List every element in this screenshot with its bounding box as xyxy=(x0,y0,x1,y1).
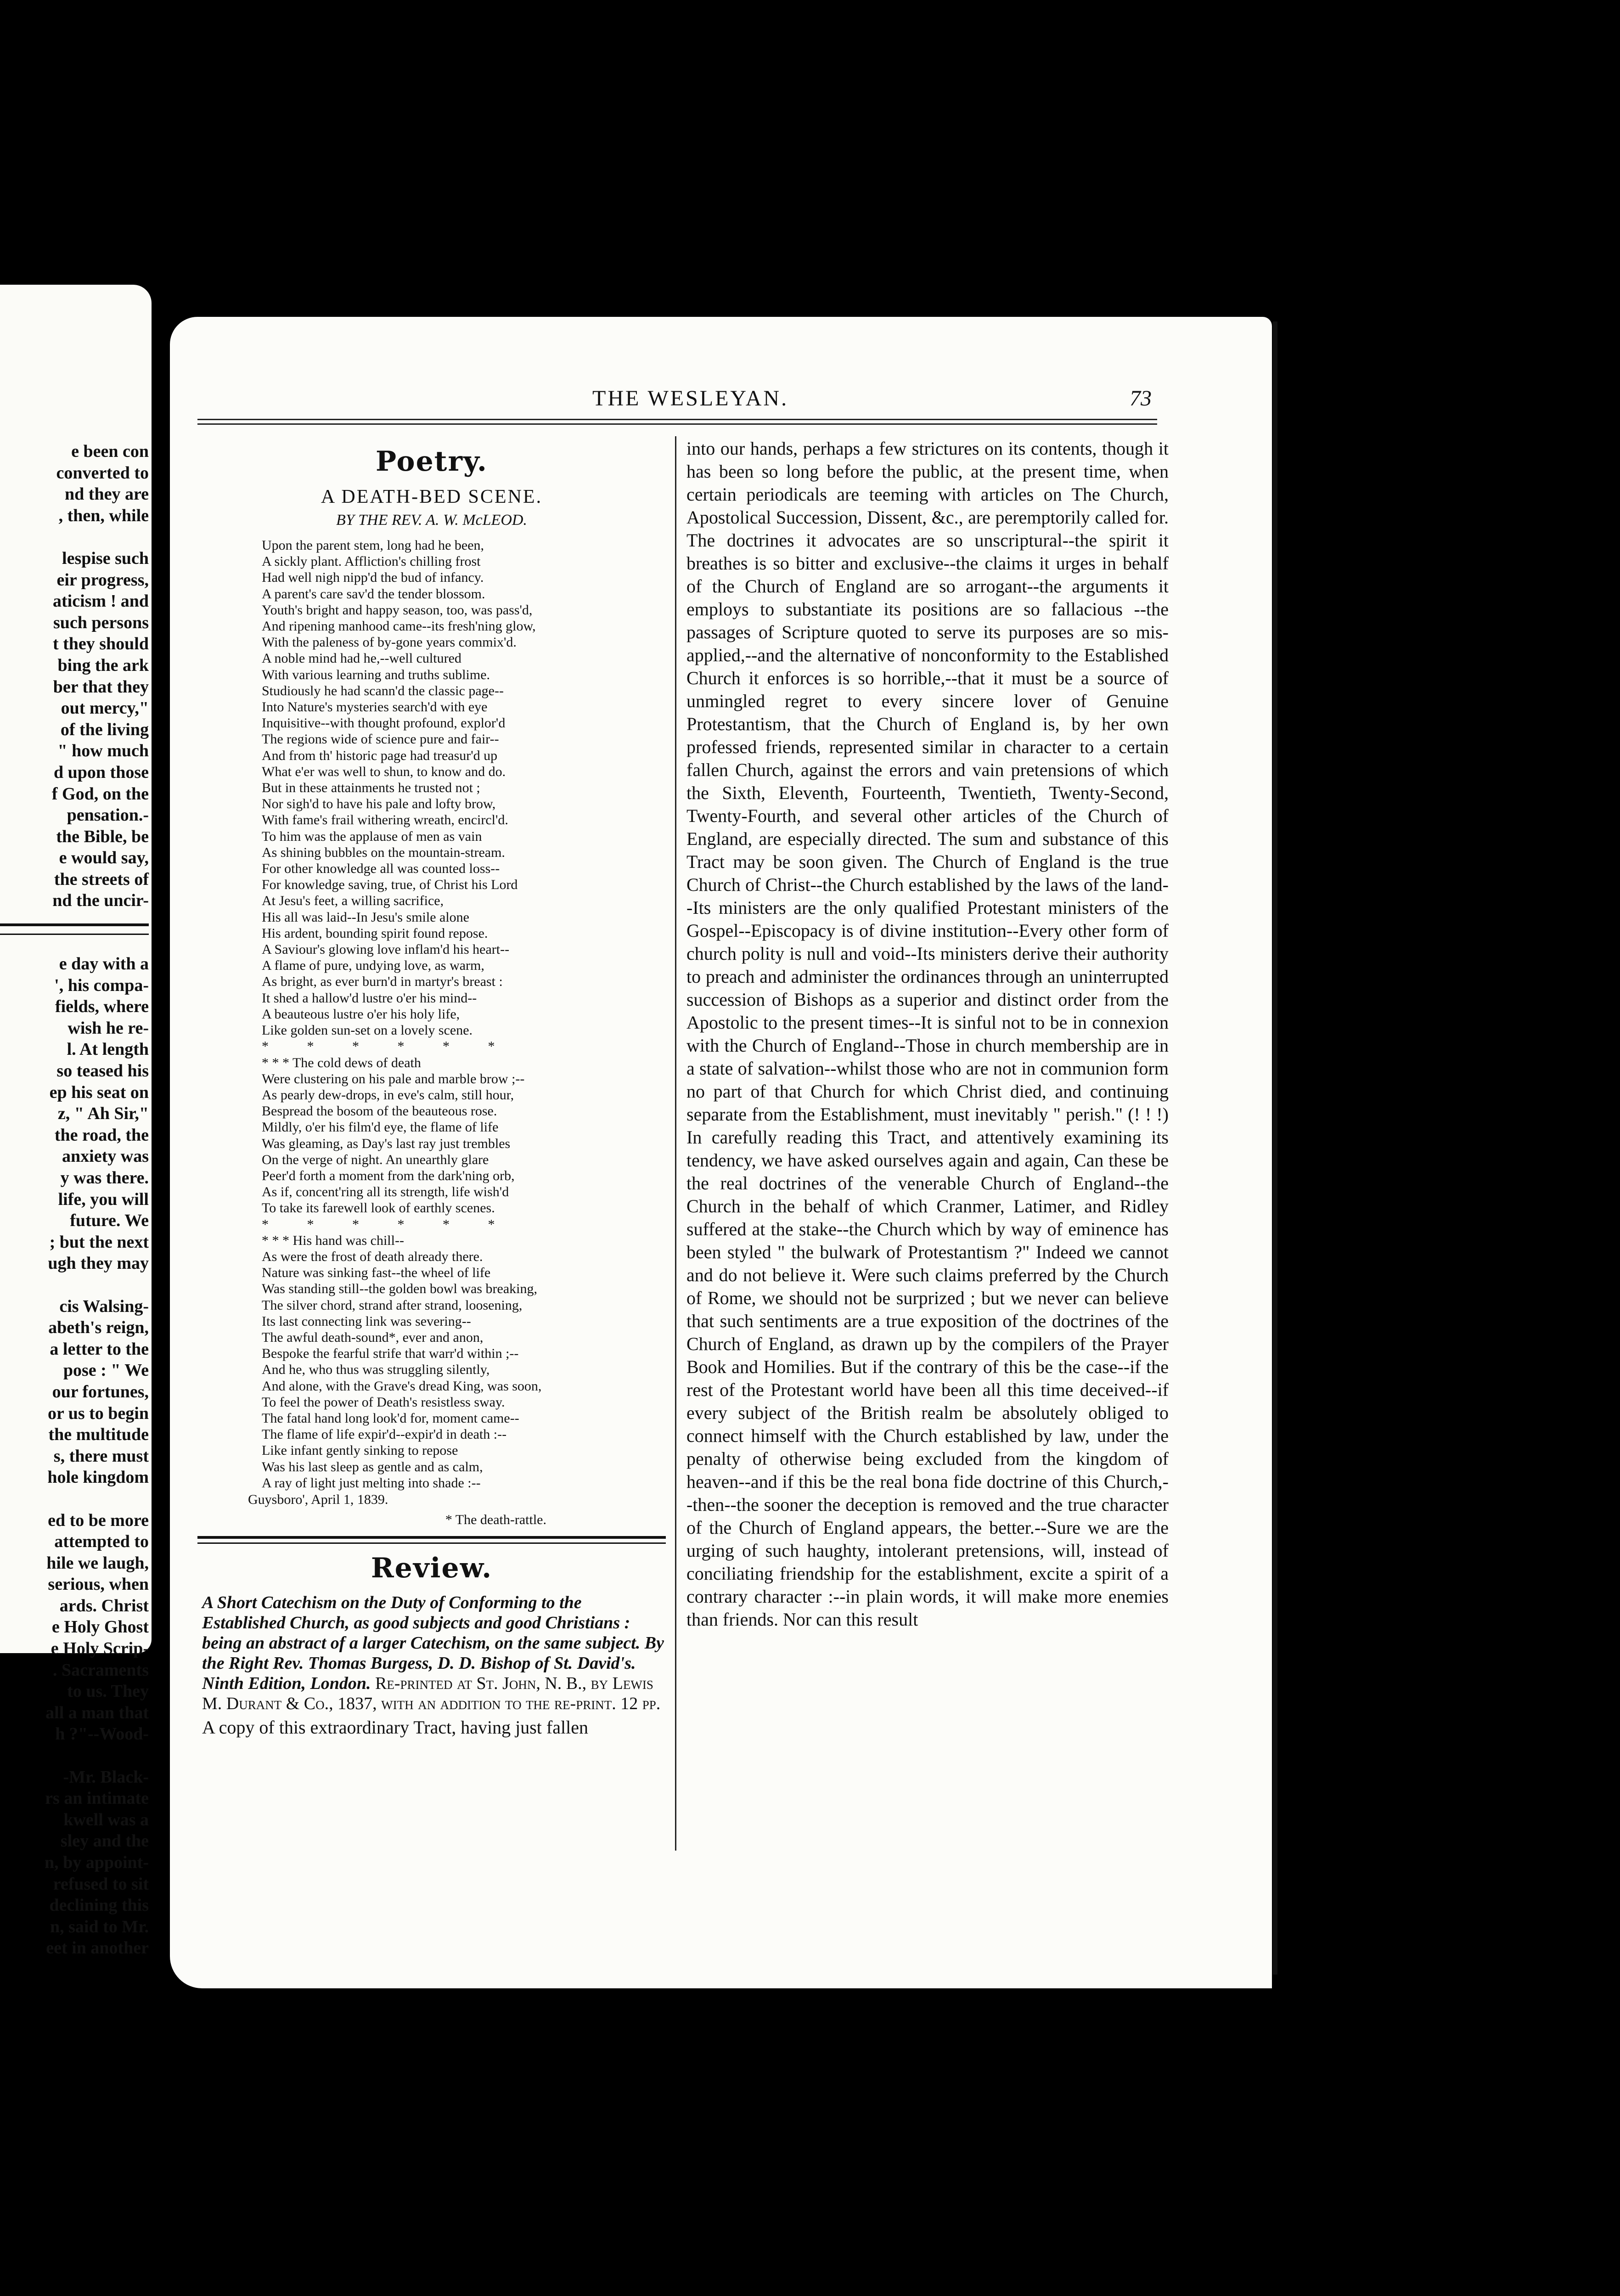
poem-line: The fatal hand long look'd for, moment came-- xyxy=(262,1410,519,1426)
fragment-line: the road, the xyxy=(54,1125,149,1145)
fragment-line: or us to begin xyxy=(48,1403,149,1423)
poem-line: A beauteous lustre o'er his holy life, xyxy=(262,1006,460,1022)
poem-line: As were the frost of death already there. xyxy=(262,1249,483,1264)
page-header xyxy=(170,386,1272,413)
review-citation-imprint: Re-printed at St. John, N. B., by Lewis M. Durant & Co., 1837, with an addition to the re-print. 12 pp. xyxy=(202,1673,661,1713)
fragment-line: n, said to Mr. xyxy=(50,1917,149,1936)
fragment-line: bing the ark xyxy=(57,655,149,675)
poem-line: Its last connecting link was severing-- xyxy=(262,1313,471,1329)
fragment-line: abeth's reign, xyxy=(48,1318,149,1338)
poem-line: Youth's bright and happy season, too, was pass'd, xyxy=(262,602,533,618)
poem-line: As pearly dew-drops, in eve's calm, still hour, xyxy=(262,1087,514,1103)
page-number: 73 xyxy=(1130,386,1152,411)
fragment-line: all a man that xyxy=(45,1703,149,1722)
fragment-line: nd they are xyxy=(65,484,149,504)
poem-line: Had well nigh nipp'd the bud of infancy. xyxy=(262,570,484,585)
fragment-line: e Holy Ghost xyxy=(51,1617,149,1637)
fragment-line: eir progress, xyxy=(56,570,149,590)
poem-line: With the paleness of by-gone years commix'd. xyxy=(262,635,517,650)
fragment-line: aticism ! and xyxy=(53,591,149,611)
fragment-line: ep his seat on xyxy=(49,1082,149,1102)
poem-line: Into Nature's mysteries search'd with eye xyxy=(262,699,488,715)
fragment-line: so teased his xyxy=(56,1061,149,1081)
fragment-line: . Sacraments xyxy=(53,1660,149,1680)
poem-line: * * * His hand was chill-- xyxy=(262,1232,404,1248)
fragment-line: anxiety was xyxy=(62,1147,149,1166)
poem-line: To take its farewell look of earthly scenes. xyxy=(262,1200,495,1216)
fragment-line: kwell was a xyxy=(63,1810,149,1829)
column-divider xyxy=(675,436,676,1851)
poem-line: A sickly plant. Affliction's chilling frost xyxy=(262,554,481,569)
fragment-rule xyxy=(0,923,149,935)
poem-line: Bespoke the fearful strife that warr'd within ;-- xyxy=(262,1346,519,1362)
poem-dateline: Guysboro', April 1, 1839. xyxy=(248,1491,388,1507)
fragment-line: h ?"--Wood- xyxy=(55,1724,149,1744)
poem-line: Bespread the bosom of the beauteous rose. xyxy=(262,1103,497,1119)
poem-line: A flame of pure, undying love, as warm, xyxy=(262,958,484,974)
poem-line: * * * The cold dews of death xyxy=(262,1055,421,1070)
poem-line: The awful death-sound*, ever and anon, xyxy=(262,1329,484,1345)
adjacent-page-text xyxy=(0,441,149,1959)
fragment-line: out mercy," xyxy=(61,698,149,718)
fragment-line: wish he re- xyxy=(68,1018,149,1038)
left-column xyxy=(197,441,666,1739)
fragment-line: the multitude xyxy=(48,1425,149,1445)
page-title: THE WESLEYAN. xyxy=(592,386,789,411)
header-rule xyxy=(197,419,1157,420)
fragment-line: ed to be more xyxy=(48,1510,149,1530)
right-column xyxy=(686,437,1169,1631)
poem-line: What e'er was well to shun, to know and do. xyxy=(262,764,506,779)
poem-line: The flame of life expir'd--expir'd in death :-- xyxy=(262,1427,507,1442)
poem-line: For other knowledge all was counted loss-- xyxy=(262,861,500,877)
fragment-line: hole kingdom xyxy=(47,1468,149,1487)
fragment-line: future. We xyxy=(70,1211,149,1231)
poem-line: And he, who thus was struggling silently, xyxy=(262,1362,490,1378)
fragment-line: attempted to xyxy=(54,1532,149,1552)
poem-line: Was his last sleep as gentle and as calm, xyxy=(262,1459,483,1474)
poem-line: As shining bubbles on the mountain-stream. xyxy=(262,844,505,860)
poem-line: A Saviour's glowing love inflam'd his heart-- xyxy=(262,942,510,957)
fragment-line: n, by appoint- xyxy=(44,1853,149,1872)
adjacent-page-fragment xyxy=(0,285,152,1958)
poem-line: Was gleaming, as Day's last ray just trembles xyxy=(262,1136,511,1151)
poem-line: Peer'd forth a moment from the dark'ning orb, xyxy=(262,1168,515,1183)
fragment-line: l. At length xyxy=(67,1040,149,1059)
poetry-heading: Poetry. xyxy=(376,445,488,478)
fragment-line: " how much xyxy=(57,741,149,761)
fragment-line: pose : " We xyxy=(63,1361,149,1380)
review-heading: Review. xyxy=(371,1552,493,1584)
fragment-line: to us. They xyxy=(67,1682,149,1701)
poem-line: For knowledge saving, true, of Christ his Lord xyxy=(262,877,518,893)
fragment-line: eet in another xyxy=(46,1938,149,1958)
fragment-line: t they should xyxy=(52,634,149,654)
fragment-line: declining this xyxy=(49,1896,149,1915)
fragment-line: nd the uncir- xyxy=(52,891,149,911)
poem-line: And alone, with the Grave's dread King, was soon, xyxy=(262,1378,542,1394)
fragment-line xyxy=(0,526,149,548)
poem-line: Was standing still--the golden bowl was breaking, xyxy=(262,1281,537,1297)
fragment-line: the streets of xyxy=(54,869,149,889)
fragment-line: ', his compa- xyxy=(54,975,149,995)
fragment-line: y was there. xyxy=(60,1168,149,1187)
fragment-line: d upon those xyxy=(54,762,149,782)
review-body-start: A copy of this extraordinary Tract, having just fallen xyxy=(202,1716,588,1738)
fragment-line: ugh they may xyxy=(48,1254,149,1273)
poem-body xyxy=(197,537,666,1491)
poem-line: It shed a hallow'd lustre o'er his mind-- xyxy=(262,990,477,1006)
fragment-line: lespise such xyxy=(62,548,149,568)
fragment-line: -Mr. Black- xyxy=(63,1767,149,1787)
poem-line: As bright, as ever burn'd in martyr's breast : xyxy=(262,974,503,990)
poem-line: Inquisitive--with thought profound, explor'd xyxy=(262,715,506,731)
fragment-line: ber that they xyxy=(53,677,149,697)
header-rule-thin xyxy=(197,423,1157,425)
poem-line: The silver chord, strand after strand, loosening, xyxy=(262,1297,523,1313)
fragment-line: e would say, xyxy=(59,848,149,868)
poem-line: As if, concent'ring all its strength, life wish'd xyxy=(262,1184,509,1200)
poem-line: With fame's frail withering wreath, encircl'd. xyxy=(262,812,508,828)
poem-line: And ripening manhood came--its fresh'ning glow, xyxy=(262,619,536,634)
fragment-line: cis Walsing- xyxy=(59,1296,149,1316)
poem-line: Upon the parent stem, long had he been, xyxy=(262,538,484,553)
fragment-line: such persons xyxy=(53,613,149,632)
fragment-line: of the living xyxy=(60,720,149,739)
fragment-line xyxy=(0,1488,149,1510)
fragment-line: our fortunes, xyxy=(52,1382,149,1401)
poem-line: His ardent, bounding spirit found repose. xyxy=(262,925,488,941)
fragment-line: z, " Ah Sir," xyxy=(57,1104,149,1124)
poem-footnote: * The death-rattle. xyxy=(445,1512,546,1527)
fragment-line: ards. Christ xyxy=(59,1596,149,1615)
fragment-line: fields, where xyxy=(55,997,149,1017)
poem-line: At Jesu's feet, a willing sacrifice, xyxy=(262,893,444,909)
fragment-line: hile we laugh, xyxy=(46,1553,149,1573)
fragment-line: converted to xyxy=(56,463,149,483)
poem-stars-2: * * * * * * xyxy=(262,1216,512,1232)
fragment-line: s, there must xyxy=(53,1446,149,1466)
review-citation-title: A Short Catechism on the Duty of Conforming to the Established Church, as good subjects and good Christians : being an abstract of a larger Catechism, on the same subject. By the Right Rev. Thomas Burgess, D. D. Bishop of St. David's. Ninth Edition, London. xyxy=(202,1593,664,1693)
fragment-line: pensation.- xyxy=(67,805,149,825)
fragment-line: , then, while xyxy=(58,506,149,525)
fragment-line: serious, when xyxy=(48,1575,149,1594)
poem-line: A ray of light just melting into shade :-- xyxy=(262,1475,481,1491)
poem-line: But in these attainments he trusted not ; xyxy=(262,780,480,796)
fragment-line: e day with a xyxy=(59,954,149,974)
poem-line: The regions wide of science pure and fair-- xyxy=(262,732,499,747)
fragment-line: refused to sit xyxy=(53,1874,149,1894)
fragment-line xyxy=(0,1745,149,1767)
fragment-line: e been con xyxy=(71,442,149,461)
fragment-line: sley and the xyxy=(60,1831,149,1851)
poem-line: Nor sigh'd to have his pale and lofty brow, xyxy=(262,796,496,812)
poem-title: A DEATH-BED SCENE. xyxy=(321,486,543,507)
poem-line: And from th' historic page had treasur'd up xyxy=(262,748,498,763)
poem-byline: BY THE REV. A. W. McLEOD. xyxy=(336,512,527,529)
fragment-line: the Bible, be xyxy=(56,827,149,846)
review-citation xyxy=(197,1593,666,1714)
poem-line: Mildly, o'er his film'd eye, the flame of life xyxy=(262,1120,499,1135)
poem-line: Were clustering on his pale and marble brow ;-- xyxy=(262,1071,525,1086)
poem-line: To feel the power of Death's resistless sway. xyxy=(262,1394,505,1410)
poem-line: A noble mind had he,--well cultured xyxy=(262,651,461,666)
review-body-continued: into our hands, perhaps a few strictures on its contents, though it has been so long before the public, at the present time, when certain periodicals are teeming with articles on The Church, Apostolical Succession, Dissent, &c., are peremptorily called for. The doctrines it advocates are so unscriptural--the spirit it breathes is so bitter and exclusive--the claims it urges in behalf of the Church of England are so arrogant--the arguments it employs to substantiate its positions are so fallacious --the passages of Scripture quoted to serve its purposes are so mis-applied,--and the alternative of nonconformity to the Established Church it enforces is so horrible,--that it must be a source of unmingled regret to every sincere lover of Genuine Protestantism, that the Church of England is, by her own professed friends, represented similar in character to a certain fallen Church, against the errors and vain pretensions of which the Sixth, Eleventh, Fourteenth, Twentieth, Twenty-Second, Twenty-Fourth, and several other articles of the Church of England, are especially directed. The sum and substance of this Tract may be soon given. The Church of England is the true Church of Christ--the Church established by the laws of the land--Its ministers are the only qualified Protestant ministers of the Gospel--Episcopacy is of divine institution--Every other form of church polity is null and void--Its ministers derive their authority to preach and administer the ordinances through an uninterrupted succession of Bishops as a superior and distinct order from the Apostolic to the present times--It is sinful not to be in connexion with the Church of England--Those in church membership are in a state of salvation--whilst those who are not in communion form no part of that Church for which Christ died, and continuing separate from the Establishment, must inevitably " perish." (! ! !) In carefully reading this Tract, and attentively examining its tendency, we have asked ourselves again and again, Can these be the real doctrines of the venerable Church of England--the Church in the behalf of which Cranmer, Latimer, and Ridley suffered at the stake--the Church which by way of eminence has been styled " the bulwark of Protestantism ?" Indeed we cannot and do not believe it. Were such claims preferred by the Church of Rome, we should not be surprized ; but we never can believe that such sentiments are a true exposition of the doctrines of the Church of England, as drawn up by the compilers of the Prayer Book and Homilies. But if the contrary of this be the case--if the rest of the Protestant world have been all this time deceived--if every subject of the British realm be absolutely obliged to connect himself with the Church established by law, under the penalty of otherwise being excluded from the kingdom of heaven--and if this be the real bona fide doctrine of this Church,--then--the sooner the deception is removed and the true character of the Church of England appears, the better.--Sure we are the urging of such haughty, intolerant pretensions, will, instead of conciliating friendship for the establishment, excite a spirit of a contrary character :--in plain words, it will make more enemies than friends. Nor can this result xyxy=(686,438,1169,1630)
fragment-line: ; but the next xyxy=(49,1232,149,1252)
newspaper-page xyxy=(170,317,1272,1988)
fragment-line: rs an intimate xyxy=(45,1789,149,1808)
section-separator xyxy=(197,1536,666,1544)
poem-line: On the verge of night. An unearthly glare xyxy=(262,1152,489,1167)
fragment-line: e Holy Scrip- xyxy=(51,1639,149,1659)
fragment-line: f God, on the xyxy=(51,784,149,804)
page-edge-shadow xyxy=(1273,321,1277,1975)
poem-line: With various learning and truths sublime. xyxy=(262,667,490,682)
poem-line: Like infant gently sinking to repose xyxy=(262,1443,458,1458)
poem-line: His all was laid--In Jesu's smile alone xyxy=(262,909,469,925)
fragment-line: a letter to the xyxy=(50,1339,149,1359)
fragment-line: life, you will xyxy=(58,1189,149,1209)
poem-stars: * * * * * * xyxy=(262,1039,512,1054)
poem-line: A parent's care sav'd the tender blossom. xyxy=(262,586,485,602)
poem-line: Like golden sun-set on a lovely scene. xyxy=(262,1023,473,1038)
fragment-line xyxy=(0,1274,149,1296)
poem-line: Studiously he had scann'd the classic page-- xyxy=(262,683,504,698)
poem-line: To him was the applause of men as vain xyxy=(262,828,482,844)
poem-line: Nature was sinking fast--the wheel of life xyxy=(262,1265,491,1281)
